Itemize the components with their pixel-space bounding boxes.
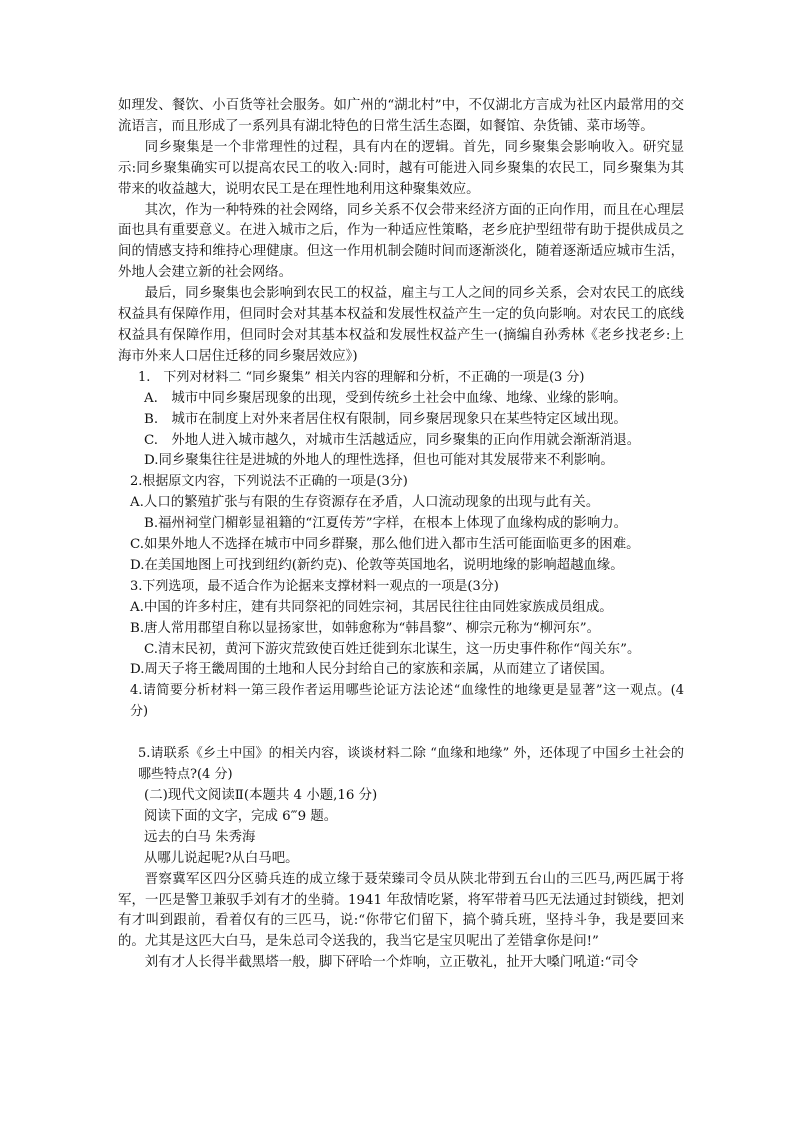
section-2-heading: (二)现代文阅读Ⅱ(本题共 4 小题,16 分) — [144, 788, 378, 803]
question-4: 4.请简要分析材料一第三段作者运用哪些论证方法论述“血缘性的地缘更是显著”这一观点。(4 分) — [130, 683, 684, 720]
story-opening: 从哪儿说起呢?从白马吧。 — [144, 850, 299, 866]
story-title: 远去的白马 朱秀海 — [144, 829, 256, 845]
question-3-option-c: C.清末民初，黄河下游灾荒致使百姓迁徙到东北谋生，这一历史事件称作“闯关东”。 — [144, 641, 641, 657]
blank-line — [118, 723, 684, 744]
question-1-option-d: D.同乡聚集往往是进城的外地人的理性选择，但也可能对其发展带来不利影响。 — [144, 453, 614, 469]
story-paragraph: 晋察冀军区四分区骑兵连的成立缘于聂荣臻司令员从陕北带到五台山的三匹马,两匹属于将军，一匹是警卫兼驭手刘有才的坐骑。1941 年敌情吃紧，将军带着马匹无法通过封锁线，把刘有才叫到跟前，看着仅有的三匹马，说:“你带它们留下，搞个骑兵班，坚持斗争，我是要回来的。尤其是这匹大白马，是朱总司令送我的，我当它是宝贝呢出了差错拿你是问!” — [118, 871, 684, 950]
question-3-option-d: D.周天子将王畿周围的土地和人民分封给自己的家族和亲属，从而建立了诸侯国。 — [130, 662, 614, 678]
question-2-option-c: C.如果外地人不选择在城市中同乡群聚，那么他们进入都市生活可能面临更多的困难。 — [130, 537, 640, 553]
question-2-stem: 2.根据原文内容，下列说法不正确的一项是(3分) — [130, 474, 408, 490]
paragraph: 最后，同乡聚集也会影响到农民工的权益，雇主与工人之间的同乡关系，会对农民工的底线权益具有保障作用，但同时会对其基本权益和发展性权益产生一定的负向影响。对农民工的底线权益具有保障作用，但同时会对其基本权益和发展性权益产生一(摘编自孙秀林《老乡找老乡:上海市外来人口居住迁移的同乡聚居效应》) — [118, 286, 684, 364]
question-1-option-b: B. 城市在制度上对外来者居住权有限制，同乡聚居现象只在某些特定区域出现。 — [144, 411, 627, 427]
paragraph: 其次，作为一种特殊的社会网络，同乡关系不仅会带来经济方面的正向作用，而且在心理层面也具有重要意义。在进入城市之后，作为一种适应性策略，老乡庇护型纽带有助于提供成员之间的情感支持和维持心理健康。但这一作用机制会随时间而逐渐淡化，随着逐渐适应城市生活，外地人会建立新的社会网络。 — [118, 202, 684, 281]
question-3-option-b: B.唐人常用郡望自称以显扬家世，如韩愈称为“韩昌黎”、柳宗元称为“柳河东”。 — [130, 620, 600, 636]
question-5: 5.请联系《乡土中国》的相关内容，谈谈材料二除 “血缘和地缘” 外，还体现了中国乡土社会的哪些特点?(4 分) — [138, 746, 684, 783]
document-page — [118, 96, 684, 974]
paragraph: 如理发、餐饮、小百货等社会服务。如广州的“湖北村”中，不仅湖北方言成为社区内最常用的交流语言，而且形成了一系列具有湖北特色的日常生活生态圈，如餐馆、杂货铺、菜市场等。 — [118, 98, 684, 134]
story-paragraph: 刘有才人长得半截黑塔一般，脚下砰哈一个炸响，立正敬礼，扯开大嗓门吼道:“司令 — [144, 955, 639, 971]
paragraph: 同乡聚集是一个非常理性的过程，具有内在的逻辑。首先，同乡聚集会影响收入。研究显示:同乡聚集确实可以提高农民工的收入:同时，越有可能进入同乡聚集的农民工，同乡聚集为其带来的收益越大，说明农民工是在理性地利用这种聚集效应。 — [118, 139, 684, 197]
question-3-stem: 3.下列选项，最不适合作为论据来支撑材料一观点的一项是(3分) — [130, 578, 499, 594]
question-1-stem: 1. 下列对材料二 “同乡聚集” 相关内容的理解和分析，不正确的一项是(3 分) — [138, 369, 585, 385]
question-3-option-a: A.中国的许多村庄，建有共同祭祀的同姓宗祠，其居民往往由同姓家族成员组成。 — [130, 599, 613, 615]
question-1-option-a: A. 城市中同乡聚居现象的出现，受到传统乡土社会中血缘、地缘、业缘的影响。 — [144, 390, 627, 406]
question-2-option-d: D.在美国地图上可找到纽约(新约克)、伦敦等英国地名，说明地缘的影响超越血缘。 — [130, 557, 624, 573]
question-1-option-c: C. 外地人进入城市越久，对城市生活越适应，同乡聚集的正向作用就会渐渐消退。 — [144, 432, 641, 448]
question-2-option-a: A.人口的繁殖扩张与有限的生存资源存在矛盾，人口流动现象的出现与此有关。 — [130, 495, 600, 511]
question-2-option-b: B.福州祠堂门楣彰显祖籍的“江夏传芳”字样，在根本上体现了血缘构成的影响力。 — [144, 516, 628, 532]
section-2-instruction: 阅读下面的文字，完成 6‴9 题。 — [144, 808, 338, 824]
